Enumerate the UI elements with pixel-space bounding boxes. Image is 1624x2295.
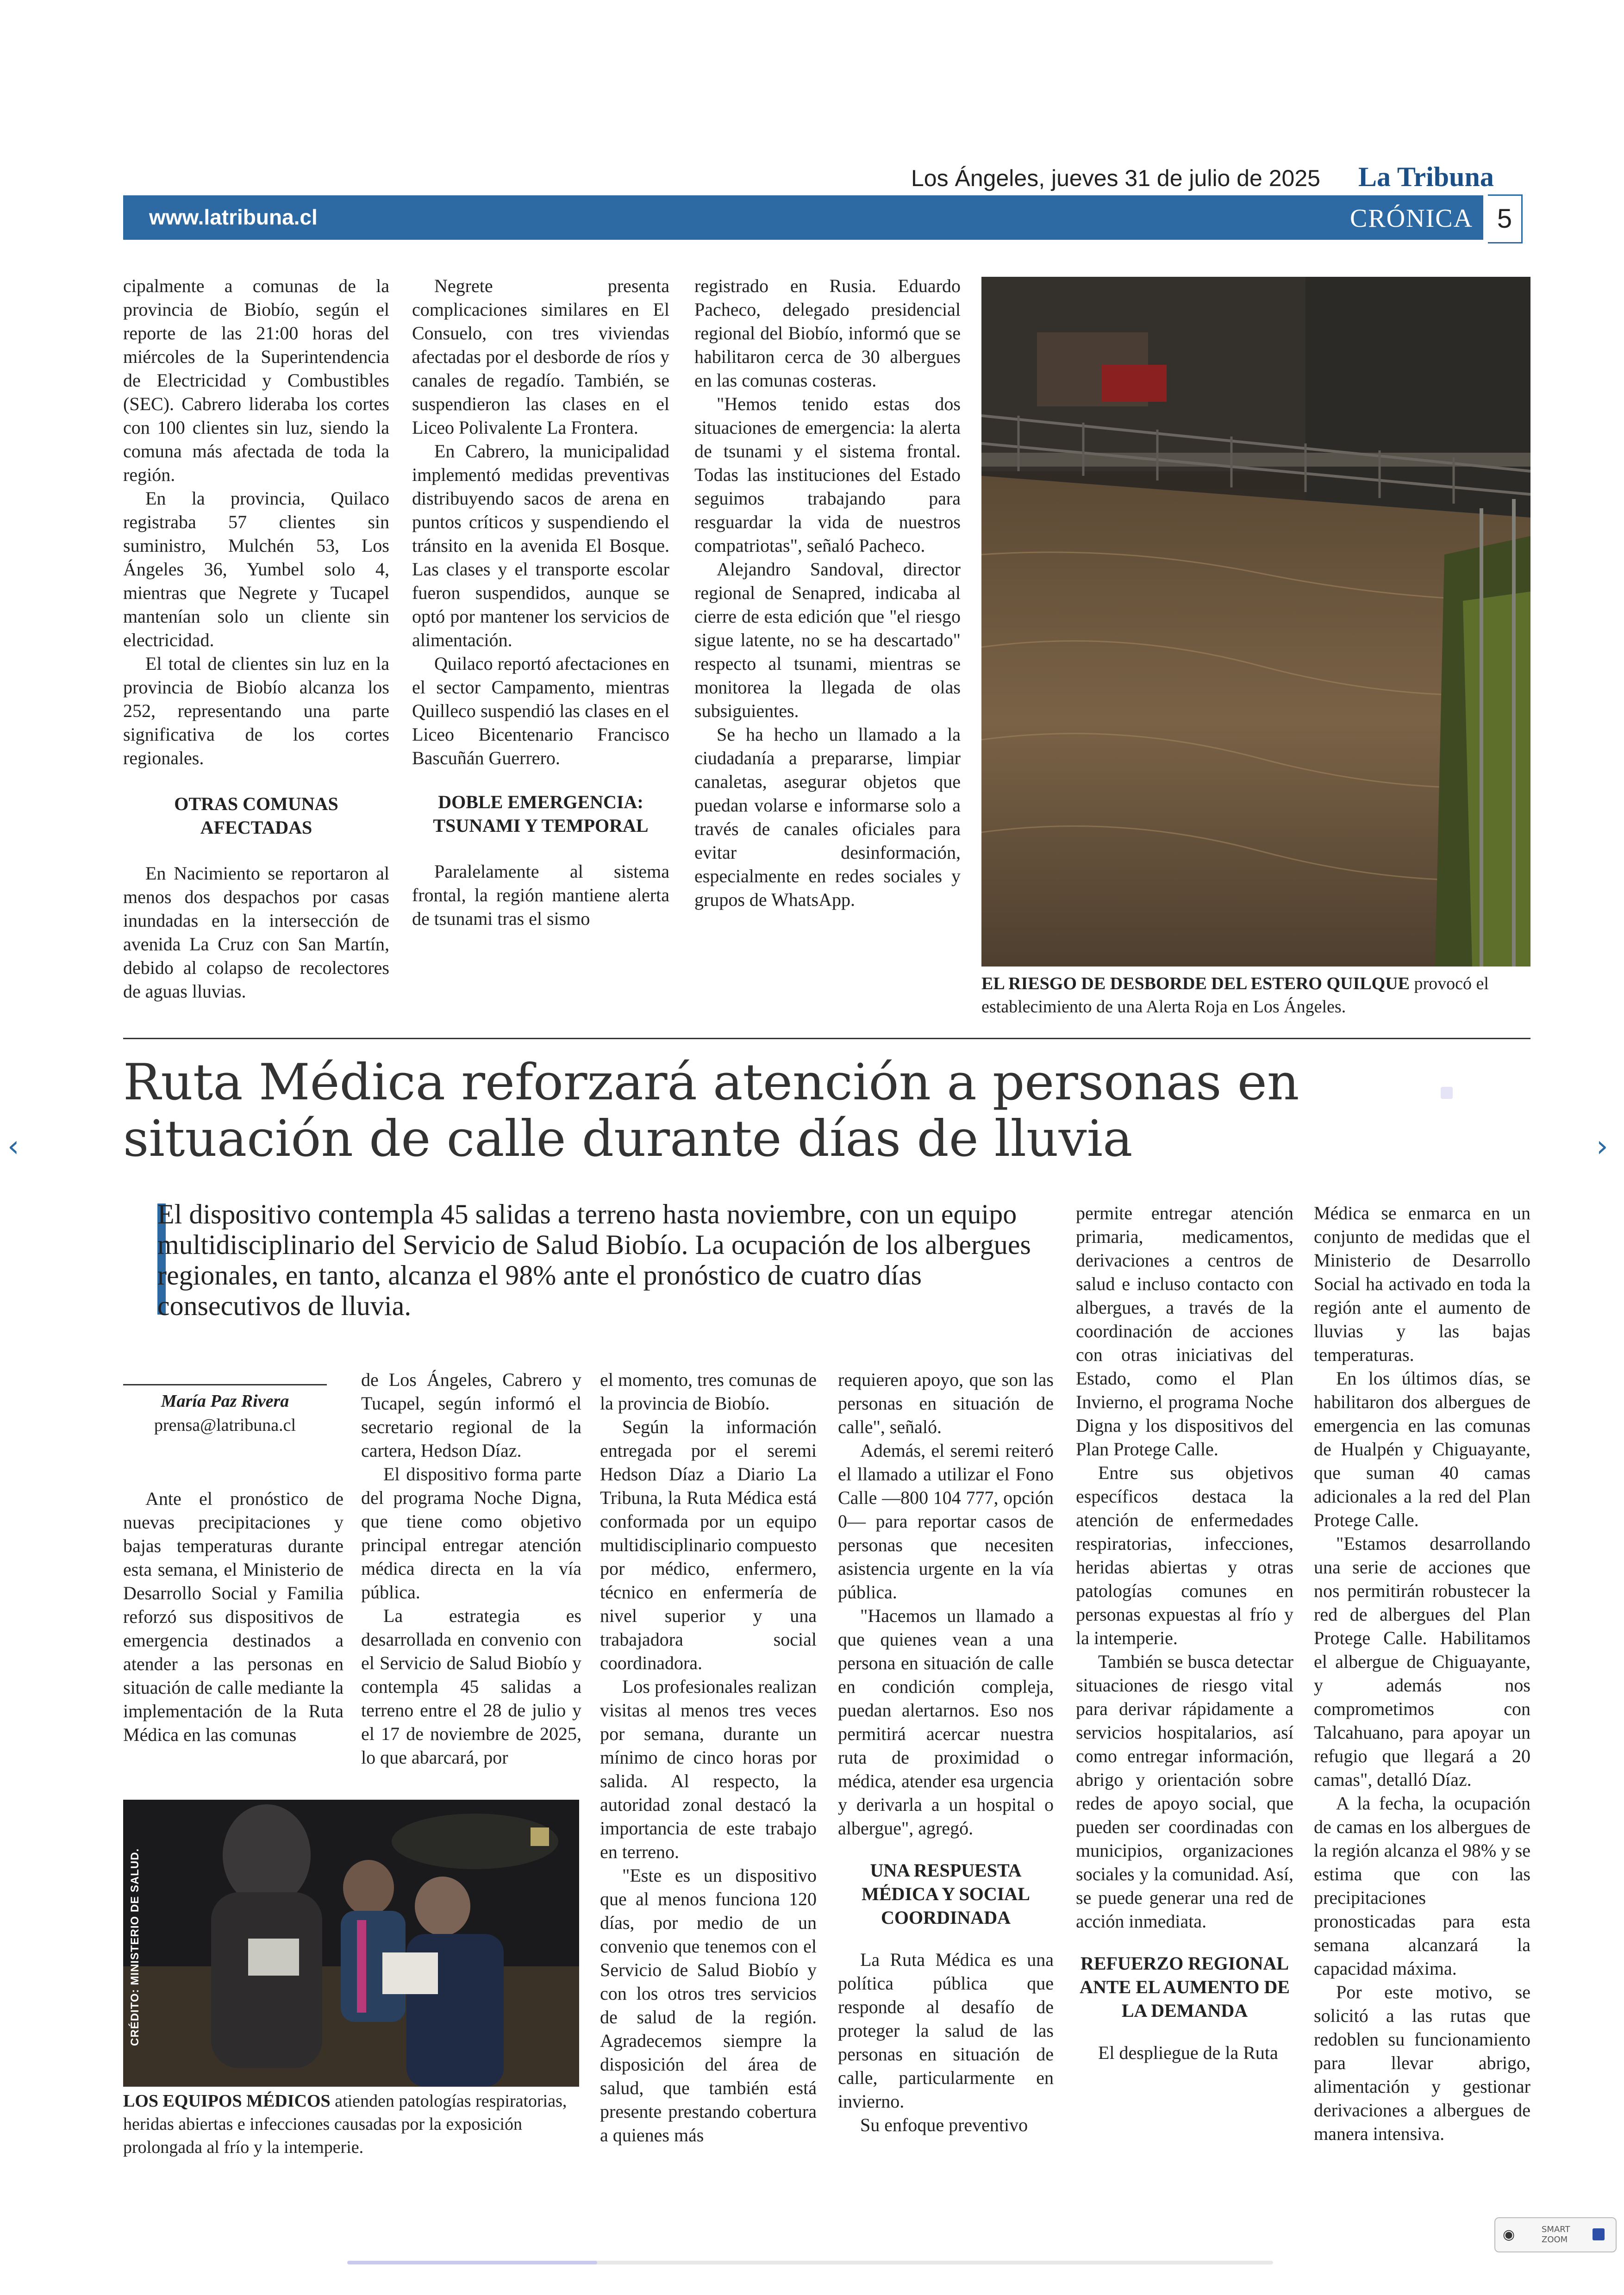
paragraph: de Los Ángeles, Cabrero y Tucapel, según informó el secretario regional de la cartera, Hedson Díaz. bbox=[361, 1369, 581, 1461]
medical-photo-caption bbox=[123, 2089, 579, 2159]
paragraph: Médica se enmarca en un conjunto de medidas que el Ministerio de Desarrollo Social ha activado en toda la región ante el aumento de lluvias y las bajas temperaturas. bbox=[1314, 1203, 1530, 1365]
paragraph: En los últimos días, se habilitaron dos albergues de emergencia en las comunas de Hualpén y Chiguayante, que suman 40 camas adicionales a la red del Plan Protege Calle. bbox=[1314, 1368, 1530, 1530]
paragraph: El despliegue de la Ruta bbox=[1098, 2042, 1278, 2063]
paragraph: La Ruta Médica es una política pública que responde al desafío de proteger la salud de las personas en situación de calle, particularmente en invierno. bbox=[838, 1949, 1054, 2112]
lead-block bbox=[157, 1199, 1054, 1321]
chevron-right-icon[interactable]: › bbox=[1596, 1129, 1608, 1164]
paragraph: El total de clientes sin luz en la provincia de Biobío alcanza los 252, representando una parte significativa de los cortes regionales. bbox=[123, 653, 389, 768]
section-name: CRÓNICA bbox=[1350, 204, 1474, 233]
paragraph: "Este es un dispositivo que al menos funciona 120 días, por medio de un convenio que tenemos con el Servicio de Salud Biobío y con los otros tres servicios de salud de la región. Agradecemos siempre la disposición del área de salud, que también está presente prestando cobertura a quienes más bbox=[600, 1865, 817, 2145]
medical-team-photo bbox=[123, 1800, 579, 2087]
author-name: María Paz Rivera bbox=[161, 1391, 289, 1411]
paragraph: Negrete presenta complicaciones similares en El Consuelo, con tres viviendas afectadas por el desborde de ríos y canales de regadío. También, se suspendieron las clases en el Liceo Polivalente La Frontera. bbox=[412, 275, 669, 438]
paragraph: cipalmente a comunas de la provincia de Biobío, según el reporte de las 21:00 horas del miércoles de la Superintendencia de Electricidad y Combustibles (SEC). Cabrero lideraba los cortes con 100 clientes sin luz, siendo la comuna más afectada de toda la región. bbox=[123, 275, 389, 485]
scrollbar-thumb[interactable] bbox=[347, 2261, 597, 2264]
top-article-col-1 bbox=[123, 274, 389, 1003]
flood-photo-caption bbox=[981, 972, 1530, 1018]
paragraph: El dispositivo forma parte del programa Noche Digna, que tiene como objetivo principal entregar atención médica directa en la vía pública. bbox=[361, 1464, 581, 1603]
smart-zoom-label: SMART ZOOM bbox=[1542, 2225, 1570, 2245]
byline bbox=[123, 1384, 327, 1437]
paragraph: Su enfoque preventivo bbox=[860, 2114, 1028, 2135]
main-col-6 bbox=[1314, 1201, 1530, 2145]
section-divider bbox=[123, 1038, 1530, 1039]
paragraph: En Nacimiento se reportaron al menos dos despachos por casas inundadas en la intersección de avenida La Cruz con San Martín, debido al colapso de recolectores de aguas lluvias. bbox=[123, 863, 389, 1002]
paragraph: Se ha hecho un llamado a la ciudadanía a prepararse, limpiar canaletas, asegurar objetos que puedan volarse e informarse solo a través de canales oficiales para evitar desinformación, especialmente en redes sociales y grupos de WhatsApp. bbox=[694, 724, 961, 910]
paragraph: La estrategia es desarrollada en convenio con el Servicio de Salud Biobío y contempla 45 salidas a terreno entre el 28 de julio y el 17 de noviembre de 2025, lo que abarcará, por bbox=[361, 1605, 581, 1768]
paragraph: registrado en Rusia. Eduardo Pacheco, delegado presidencial regional del Biobío, informó que se habilitaron cerca de 30 albergues en las comunas costeras. bbox=[694, 275, 961, 391]
paragraph: "Hacemos un llamado a que quienes vean a una persona en situación de calle en condición compleja, puedan alertarnos. Eso nos permitirá acercar nuestra ruta de proximidad o médica, atender esa urgencia y derivarla a un hospital o albergue", agregó. bbox=[838, 1605, 1054, 1839]
paragraph: requieren apoyo, que son las personas en situación de calle", señaló. bbox=[838, 1369, 1054, 1437]
main-headline: Ruta Médica reforzará atención a personas en situación de calle durante días de lluvia bbox=[123, 1054, 1299, 1168]
paragraph: Por este motivo, se solicitó a las rutas que redoblen su funcionamiento para llevar abrigo, alimentación y gestionar derivaciones a albergues de manera intensiva. bbox=[1314, 1982, 1530, 2144]
paragraph: También se busca detectar situaciones de riesgo vital para derivar rápidamente a servicios hospitalarios, así como entregar información, abrigo y orientación sobre redes de apoyo social, que pueden ser coordinadas con municipios, organizaciones sociales y la comunidad. Así, se puede generar una red de acción inmediata. bbox=[1076, 1651, 1293, 1932]
paragraph: Alejandro Sandoval, director regional de Senapred, indicaba al cierre de esta edición que "el riesgo sigue latente, no se ha descartado" respecto al tsunami, mientras se monitorea la llegada de olas subsiguientes. bbox=[694, 559, 961, 721]
author-email[interactable]: prensa@latribuna.cl bbox=[154, 1416, 296, 1435]
paragraph: Los profesionales realizan visitas al menos tres veces por semana, durante un mínimo de cinco horas por salida. Al respecto, la autoridad zonal destacó la importancia de este trabajo en terreno. bbox=[600, 1676, 817, 1862]
paragraph: En la provincia, Quilaco registraba 57 clientes sin suministro, Mulchén 53, Los Ángeles 36, Yumbel solo 4, mientras que Negrete y Tucapel mantenían solo un cliente sin electricidad. bbox=[123, 488, 389, 650]
paragraph: Ante el pronóstico de nuevas precipitaciones y bajas temperaturas durante esta semana, el Ministerio de Desarrollo Social y Familia reforzó sus dispositivos de emergencia destinados a atender a las personas en situación de calle mediante la implementación de la Ruta Médica en las comunas bbox=[123, 1488, 344, 1745]
smart-zoom-button[interactable] bbox=[1494, 2217, 1617, 2252]
subhead-doble-emergencia: DOBLE EMERGENCIA: TSUNAMI Y TEMPORAL bbox=[433, 792, 649, 836]
main-col-2 bbox=[361, 1368, 581, 1769]
zoom-indicator-icon bbox=[1593, 2228, 1605, 2240]
paragraph: A la fecha, la ocupación de camas en los albergues de la región alcanza el 98% y se estima que con las precipitaciones pronosticadas para esta semana alcanzará la capacidad máxima. bbox=[1314, 1793, 1530, 1979]
flood-photo bbox=[981, 277, 1530, 967]
caption-lead: LOS EQUIPOS MÉDICOS bbox=[123, 2091, 331, 2111]
paragraph: Entre sus objetivos específicos destaca la atención de enfermedades respiratorias, infecciones, heridas abiertas y otras patologías comunes en personas expuestas al frío y la intemperie. bbox=[1076, 1462, 1293, 1648]
paragraph: Quilaco reportó afectaciones en el sector Campamento, mientras Quilleco suspendió las clases en el Liceo Bicentenario Francisco Bascuñán Guerrero. bbox=[412, 653, 669, 768]
subhead-respuesta-medica: UNA RESPUESTA MÉDICA Y SOCIAL COORDINADA bbox=[862, 1860, 1030, 1928]
top-article-col-2 bbox=[412, 274, 669, 930]
caption-text: provocó el establecimiento de una Alerta Roja en Los Ángeles. bbox=[981, 974, 1489, 1017]
main-col-3 bbox=[600, 1368, 817, 2147]
paragraph: Paralelamente al sistema frontal, la región mantiene alerta de tsunami tras el sismo bbox=[412, 861, 669, 929]
lead-text: El dispositivo contempla 45 salidas a terreno hasta noviembre, con un equipo multidisciplinario del Servicio de Salud Biobío. La ocupación de los albergues regionales, en tanto, alcanza el 98% ante el pronóstico de cuatro días consecutivos de lluvia. bbox=[157, 1199, 1031, 1321]
paragraph: "Hemos tenido estas dos situaciones de emergencia: la alerta de tsunami y el sistema frontal. Todas las instituciones del Estado seguimos trabajando para resguardar la vida de nuestros compatriotas", señaló Pacheco. bbox=[694, 393, 961, 556]
paragraph: permite entregar atención primaria, medicamentos, derivaciones a centros de salud e incluso contacto con albergues, a través de la coordinación de acciones con otras iniciativas del Estado, como el Plan Invierno, el programa Noche Digna y los dispositivos del Plan Protege Calle. bbox=[1076, 1203, 1293, 1459]
page-marker-icon[interactable] bbox=[1441, 1087, 1453, 1099]
paragraph: Según la información entregada por el seremi Hedson Díaz a Diario La Tribuna, la Ruta Médica está conformada por un equipo multidisciplinario compuesto por médico, enfermero, técnico en enfermería de nivel superior y una trabajadora social coordinadora. bbox=[600, 1416, 817, 1673]
page-number: 5 bbox=[1488, 194, 1523, 243]
subhead-otras-comunas: OTRAS COMUNAS AFECTADAS bbox=[174, 793, 338, 838]
subhead-refuerzo-regional: REFUERZO REGIONAL ANTE EL AUMENTO DE LA DEMANDA bbox=[1080, 1953, 1290, 2021]
caption-text: atienden patologías respiratorias, heridas abiertas e infecciones causadas por la exposición prolongada al frío y la intemperie. bbox=[123, 2091, 567, 2157]
main-col-5 bbox=[1076, 1201, 1293, 2064]
caption-lead: EL RIESGO DE DESBORDE DEL ESTERO QUILQUE bbox=[981, 974, 1410, 993]
photo-credit: CRÉDITO: MINISTERIO DE SALUD. bbox=[129, 1848, 141, 2046]
main-col-1 bbox=[123, 1487, 344, 1746]
main-col-4 bbox=[838, 1368, 1054, 2137]
paragraph: En Cabrero, la municipalidad implementó medidas preventivas distribuyendo sacos de arena en puntos críticos y suspendiendo el tránsito en la avenida El Bosque. Las clases y el transporte escolar fueron suspendidos, aunque se optó por mantener los servicios de alimentación. bbox=[412, 441, 669, 650]
header-bar bbox=[123, 195, 1483, 240]
chevron-left-icon[interactable]: ‹ bbox=[7, 1129, 19, 1164]
site-url: www.latribuna.cl bbox=[149, 205, 318, 229]
masthead-logo: La Tribuna bbox=[1358, 162, 1494, 192]
paragraph: Además, el seremi reiteró el llamado a utilizar el Fono Calle —800 104 777, opción 0— para reportar casos de personas que necesiten asistencia urgente en la vía pública. bbox=[838, 1440, 1054, 1603]
dateline: Los Ángeles, jueves 31 de julio de 2025 bbox=[911, 165, 1320, 191]
paragraph: el momento, tres comunas de la provincia de Biobío. bbox=[600, 1369, 817, 1414]
paragraph: "Estamos desarrollando una serie de acciones que nos permitirán robustecer la red de albergues del Plan Protege Calle. Habilitamos el albergue de Chiguayante, y además nos comprometimos con Talcahuano, para apoyar un refugio que llegará a 20 camas", detalló Díaz. bbox=[1314, 1533, 1530, 1790]
eye-icon: ◉ bbox=[1503, 2226, 1515, 2243]
top-article-col-3 bbox=[694, 274, 961, 911]
